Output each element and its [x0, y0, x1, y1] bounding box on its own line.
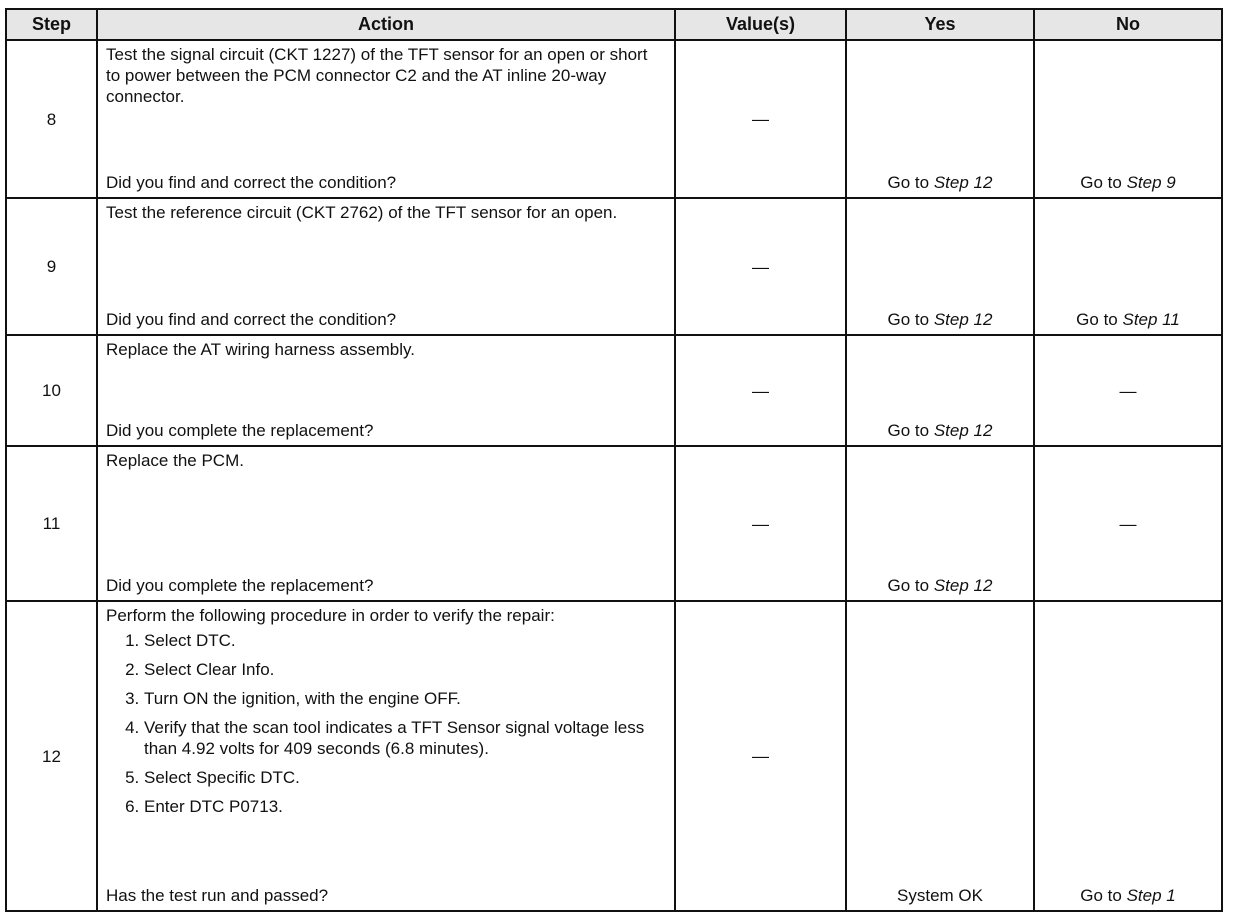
procedure-step: 2. Select Clear Info. — [144, 659, 674, 680]
action-cell — [97, 198, 675, 335]
header-values: Value(s) — [675, 9, 846, 40]
step-number: 8 — [6, 40, 97, 198]
procedure-step: 1. Select DTC. — [144, 630, 674, 651]
yes-cell — [846, 198, 1034, 335]
yes-cell — [846, 335, 1034, 446]
action-question: Did you find and correct the condition? — [106, 310, 397, 329]
value-dash: — — [752, 257, 769, 276]
yes-goto[interactable]: Go to Step 12 — [887, 310, 993, 329]
value-cell — [675, 446, 846, 601]
no-dash: — — [1119, 514, 1137, 533]
value-cell — [675, 601, 846, 911]
action-text: Test the reference circuit (CKT 2762) of the TFT sensor for an open. — [106, 203, 618, 222]
action-question: Did you find and correct the condition? — [106, 173, 397, 192]
action-cell — [97, 601, 675, 911]
value-cell — [675, 40, 846, 198]
action-cell — [97, 446, 675, 601]
header-yes: Yes — [846, 9, 1034, 40]
step-number: 10 — [6, 335, 97, 446]
table-row — [6, 198, 1222, 335]
procedure-step: 6. Enter DTC P0713. — [144, 796, 674, 817]
yes-goto[interactable]: Go to Step 12 — [887, 173, 993, 192]
no-goto[interactable]: Go to Step 11 — [1076, 310, 1180, 329]
step-number: 9 — [6, 198, 97, 335]
action-text: Replace the PCM. — [106, 451, 244, 470]
table-row — [6, 335, 1222, 446]
step-number: 12 — [6, 601, 97, 911]
action-question: Did you complete the replacement? — [106, 576, 374, 595]
yes-cell — [846, 446, 1034, 601]
value-dash: — — [752, 746, 769, 766]
value-cell — [675, 198, 846, 335]
action-text: Test the signal circuit (CKT 1227) of the TFT sensor for an open or short to power between the PCM connector C2 and the AT inline 20-way connector. — [106, 45, 648, 106]
table-row — [6, 446, 1222, 601]
header-row — [6, 9, 1222, 40]
action-question: Has the test run and passed? — [106, 886, 329, 905]
step-number: 11 — [6, 446, 97, 601]
value-dash: — — [752, 381, 769, 400]
no-cell — [1034, 446, 1222, 601]
action-cell — [97, 40, 675, 198]
action-text: Perform the following procedure in order to verify the repair: — [106, 606, 555, 625]
procedure-step: 5. Select Specific DTC. — [144, 767, 674, 788]
table-row — [6, 601, 1222, 911]
diagnostic-table — [5, 8, 1223, 912]
procedure-list — [98, 630, 674, 817]
value-cell — [675, 335, 846, 446]
yes-cell — [846, 40, 1034, 198]
no-cell — [1034, 601, 1222, 911]
yes-goto[interactable]: Go to Step 12 — [887, 576, 993, 595]
no-cell — [1034, 198, 1222, 335]
value-dash: — — [752, 514, 769, 533]
no-goto[interactable]: Go to Step 1 — [1080, 886, 1176, 905]
no-cell — [1034, 335, 1222, 446]
no-goto[interactable]: Go to Step 9 — [1080, 173, 1176, 192]
table-row — [6, 40, 1222, 198]
header-step: Step — [6, 9, 97, 40]
value-dash: — — [752, 109, 769, 129]
procedure-step: 3. Turn ON the ignition, with the engine OFF. — [144, 688, 674, 709]
no-dash: — — [1119, 381, 1137, 400]
action-cell — [97, 335, 675, 446]
action-question: Did you complete the replacement? — [106, 421, 374, 440]
action-text: Replace the AT wiring harness assembly. — [106, 340, 415, 359]
yes-cell — [846, 601, 1034, 911]
yes-goto[interactable]: Go to Step 12 — [887, 421, 993, 440]
yes-result: System OK — [897, 886, 983, 905]
header-action: Action — [97, 9, 675, 40]
header-no: No — [1034, 9, 1222, 40]
procedure-step: 4. Verify that the scan tool indicates a TFT Sensor signal voltage less than 4.92 volts for 409 seconds (6.8 minutes). — [144, 717, 674, 759]
no-cell — [1034, 40, 1222, 198]
